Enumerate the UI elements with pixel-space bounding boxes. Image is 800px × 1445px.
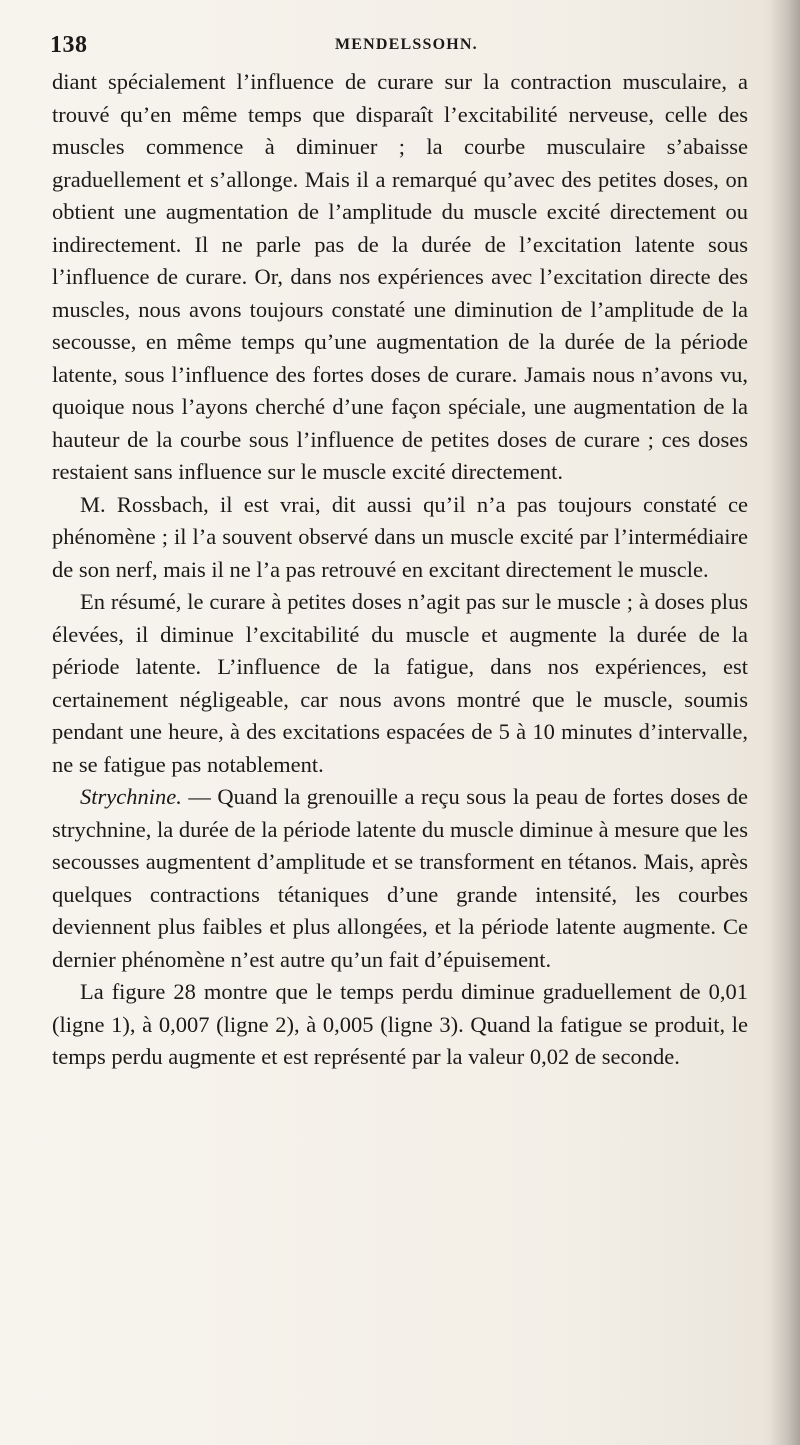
paragraph — [52, 781, 748, 976]
page-header — [50, 30, 750, 60]
paragraph-text: — Quand la grenouille a reçu sous la peau de fortes doses de strychnine, la durée de la période latente du muscle diminue à mesure que les secousses augmentent d’amplitude et se transforment en tétanos. Mais, après quelques contractions tétaniques d’une grande intensité, les courbes deviennent plus faibles et plus allongées, et la période latente augmente. Ce dernier phénomène n’est autre qu’un fait d’épuisement. — [52, 784, 748, 972]
page-number: 138 — [50, 32, 88, 58]
section-lead: Strychnine. — [80, 784, 182, 809]
running-head: MENDELSSOHN. — [335, 36, 478, 53]
paragraph: La figure 28 montre que le temps perdu diminue graduellement de 0,01 (ligne 1), à 0,007 (ligne 2), à 0,005 (ligne 3). Quand la fatigue se produit, le temps perdu augmente et est représenté par la valeur 0,02 de seconde. — [52, 979, 748, 1069]
paragraph: M. Rossbach, il est vrai, dit aussi qu’il n’a pas toujours constaté ce phénomène ; il l’a souvent observé dans un muscle excité par l’intermédiaire de son nerf, mais il ne l’a pas retrouvé en excitant directement le muscle. — [52, 491, 748, 582]
paragraph: diant spécialement l’influence de curare sur la contraction musculaire, a trouvé qu’en même temps que disparaît l’excitabilité nerveuse, celle des muscles commence à diminuer ; la courbe musculaire s’abaisse graduellement et s’allonge. Mais il a remarqué qu’avec des petites doses, on obtient une augmentation de l’amplitude du muscle excité directement ou indirectement. Il ne parle pas de la durée de l’excitation latente sous l’influence de curare. Or, dans nos expériences avec l’excitation directe des muscles, nous avons toujours constaté une diminution de l’amplitude de la secousse, en même temps qu’une augmentation de la durée de la période latente, sous l’influence des fortes doses de curare. Jamais nous n’avons vu, quoique nous l’ayons cherché d’une façon spéciale, une augmentation de la hauteur de la courbe sous l’influence de petites doses de curare ; ces doses restaient sans influence sur le muscle excité directement. — [52, 69, 748, 484]
page-edge-shadow — [770, 0, 800, 1445]
paragraph: En résumé, le curare à petites doses n’agit pas sur le muscle ; à doses plus élevées, il diminue l’excitabilité du muscle et augmente la durée de la période latente. L’influence de la fatigue, dans nos expériences, est certainement négligeable, car nous avons montré que le muscle, soumis pendant une heure, à des excitations espacées de 5 à 10 minutes d’intervalle, ne se fatigue pas notablement. — [52, 589, 748, 777]
body-text — [52, 66, 748, 1074]
